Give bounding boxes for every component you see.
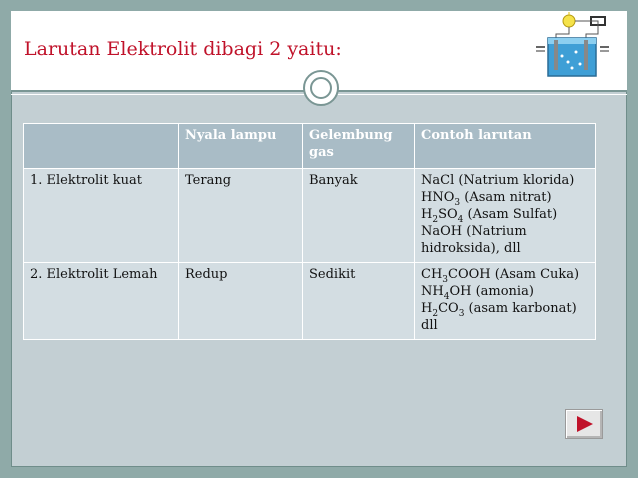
cell-lamp: Terang — [179, 169, 303, 263]
header-cell-examples: Contoh larutan — [415, 124, 596, 169]
subscript: 4 — [457, 215, 464, 225]
subscript: 4 — [443, 292, 450, 302]
circle-ornament — [303, 70, 339, 106]
play-triangle-icon — [575, 415, 595, 433]
cell-examples — [415, 169, 596, 263]
slide-title: Larutan Elektrolit dibagi 2 yaitu: — [24, 38, 342, 60]
example-text: CO — [438, 301, 459, 316]
cell-examples — [415, 263, 596, 340]
example-line — [421, 189, 589, 206]
example-text: (Asam Sulfat) — [463, 207, 558, 222]
subscript: 3 — [442, 275, 449, 285]
next-slide-button[interactable] — [565, 409, 603, 439]
example-line — [421, 172, 589, 189]
example-text: H — [421, 207, 433, 222]
header-cell-gas: Gelembung gas — [303, 124, 415, 169]
light-bulb-icon — [563, 15, 575, 27]
example-line — [421, 317, 589, 334]
cell-electrolyte-type: 1. Elektrolit kuat — [24, 169, 179, 263]
example-line — [421, 300, 589, 317]
example-text: COOH (Asam Cuka) — [448, 267, 580, 282]
example-line — [421, 223, 589, 257]
example-text: NaOH (Natrium hidroksida), dll — [421, 224, 527, 256]
subscript: 3 — [454, 198, 461, 208]
electrolysis-apparatus-illustration — [534, 12, 616, 82]
example-text: HNO — [421, 190, 455, 205]
example-line — [421, 266, 589, 283]
cell-gas: Sedikit — [303, 263, 415, 340]
example-text: NH — [421, 284, 444, 299]
example-line — [421, 206, 589, 223]
subscript: 2 — [432, 215, 439, 225]
table-row — [24, 169, 596, 263]
example-text: OH (amonia) — [449, 284, 534, 299]
header-cell-lamp: Nyala lampu — [179, 124, 303, 169]
example-text: (Asam nitrat) — [460, 190, 552, 205]
example-text: CH — [421, 267, 443, 282]
subscript: 2 — [432, 309, 439, 319]
example-text: SO — [438, 207, 458, 222]
example-text: dll — [421, 318, 438, 333]
example-text: H — [421, 301, 433, 316]
header-cell-empty — [24, 124, 179, 169]
cell-electrolyte-type: 2. Elektrolit Lemah — [24, 263, 179, 340]
electrolyte-table — [23, 123, 596, 340]
cell-gas: Banyak — [303, 169, 415, 263]
example-line — [421, 283, 589, 300]
table-row — [24, 263, 596, 340]
example-text: (asam karbonat) — [464, 301, 577, 316]
cell-lamp: Redup — [179, 263, 303, 340]
example-text: NaCl (Natrium klorida) — [421, 173, 575, 188]
subscript: 3 — [458, 309, 465, 319]
table-header-row — [24, 124, 596, 169]
